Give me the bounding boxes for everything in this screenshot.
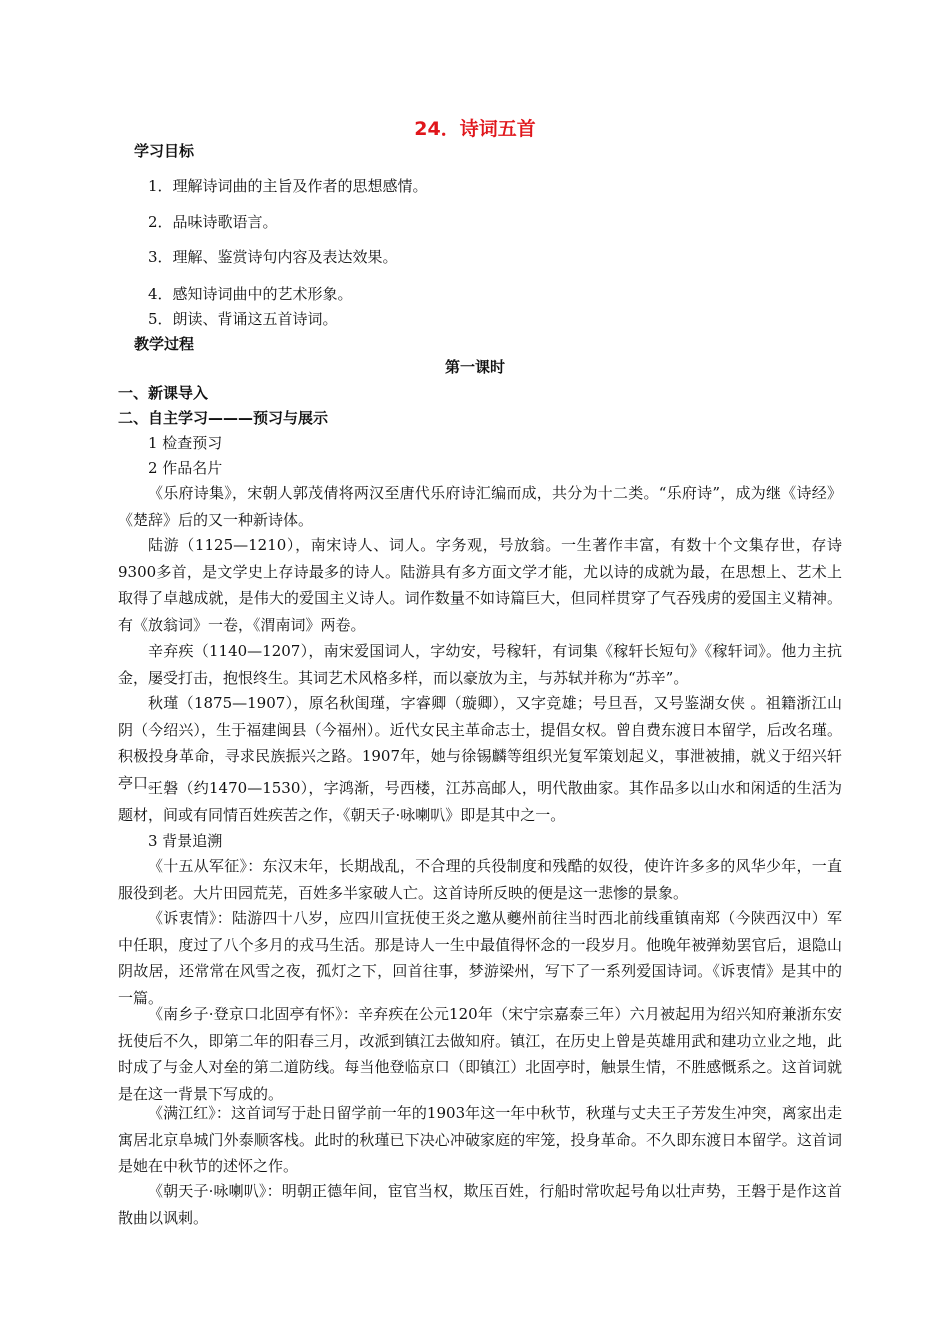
background-paragraph: 《朝天子·咏喇叭》：明朝正德年间，宦官当权，欺压百姓，行船时常吹起号角以壮声势，王磐于是作这首散曲以讽刺。 [118,1182,842,1227]
author-card-paragraph: 陆游（1125—1210），南宋诗人、词人。字务观，号放翁。一生著作丰富，有数十个文集存世，存诗9300多首，是文学史上存诗最多的诗人。陆游具有多方面文学才能，尤以诗的成就为最，在思想上、艺术上取得了卓越成就，是伟大的爱国主义诗人。词作数量不如诗篇巨大，但同样贯穿了气吞残虏的爱国主义精神。有《放翁词》一卷，《渭南词》两卷。 [118,536,842,634]
background-paragraph: 《南乡子·登京口北固亭有怀》：辛弃疾在公元120年（宋宁宗嘉泰三年）六月被起用为绍兴知府兼浙东安抚使后不久，即第二年的阳春三月，改派到镇江去做知府。镇江，在历史上曾是英雄用武和建功立业之地，此时成了与金人对垒的第二道防线。每当他登临京口（即镇江）北固亭时，触景生情，不胜感慨系之。这首词就是在这一背景下写成的。 [118,1005,842,1103]
author-card-paragraph: 辛弃疾（1140—1207），南宋爱国词人，字幼安，号稼轩，有词集《稼轩长短句》《稼轩词》。他力主抗金，屡受打击，抱恨终生。其词艺术风格多样，而以豪放为主，与苏轼并称为“苏辛”。 [118,642,842,687]
objective-item: 5．朗读、背诵这五首诗词。 [148,310,338,328]
subsection-heading: 3 背景追溯 [148,832,223,850]
author-card-paragraph: 《乐府诗集》，宋朝人郭茂倩将两汉至唐代乐府诗汇编而成，共分为十二类。“乐府诗”，成为继《诗经》《楚辞》后的又一种新诗体。 [118,484,842,529]
author-card-paragraph: 王磐（约1470—1530），字鸿渐，号西楼，江苏高邮人，明代散曲家。其作品多以山水和闲适的生活为题材，间或有同情百姓疾苦之作，《朝天子·咏喇叭》即是其中之一。 [118,779,842,824]
subsection-heading: 1 检查预习 [148,434,223,452]
process-heading: 教学过程 [134,335,195,353]
section-heading: 二、自主学习———预习与展示 [118,409,329,427]
objective-item: 3．理解、鉴赏诗句内容及表达效果。 [148,248,398,266]
objective-item: 4．感知诗词曲中的艺术形象。 [148,285,353,303]
objective-item: 2．品味诗歌语言。 [148,213,278,231]
author-card-paragraph: 秋瑾（1875—1907），原名秋闺瑾，字睿卿（璇卿），又字竞雄；号旦吾，又号鉴湖女侠 。祖籍浙江山阴（今绍兴），生于福建闽县（今福州）。近代女民主革命志士，提倡女权。曾自费东渡日本留学，后改名瑾。积极投身革命，寻求民族振兴之路。1907年，她与徐锡麟等组织光复军策划起义，事泄被捕，就义于绍兴轩亭口。 [118,694,842,792]
background-paragraph: 《十五从军征》：东汉末年，长期战乱，不合理的兵役制度和残酷的奴役，使许许多多的风华少年，一直服役到老。大片田园荒芜，百姓多半家破人亡。这首诗所反映的便是这一悲惨的景象。 [118,857,842,902]
background-paragraph: 《诉衷情》：陆游四十八岁，应四川宣抚使王炎之邀从夔州前往当时西北前线重镇南郑（今陕西汉中）军中任职，度过了八个多月的戎马生活。那是诗人一生中最值得怀念的一段岁月。他晚年被弹劾罢官后，退隐山阴故居，还常常在风雪之夜，孤灯之下，回首往事，梦游梁州，写下了一系列爱国诗词。《诉衷情》是其中的一篇。 [118,909,842,1007]
document-title: 24．诗词五首 [414,118,536,140]
objective-item: 1．理解诗词曲的主旨及作者的思想感情。 [148,177,428,195]
background-paragraph: 《满江红》：这首词写于赴日留学前一年的1903年这一年中秋节，秋瑾与丈夫王子芳发生冲突，离家出走寓居北京阜城门外泰顺客栈。此时的秋瑾已下决心冲破家庭的牢笼，投身革命。不久即东渡日本留学。这首词是她在中秋节的述怀之作。 [118,1104,842,1175]
objectives-heading: 学习目标 [134,142,195,160]
lesson-heading: 第一课时 [444,358,505,376]
subsection-heading: 2 作品名片 [148,459,223,477]
section-heading: 一、新课导入 [118,384,209,402]
